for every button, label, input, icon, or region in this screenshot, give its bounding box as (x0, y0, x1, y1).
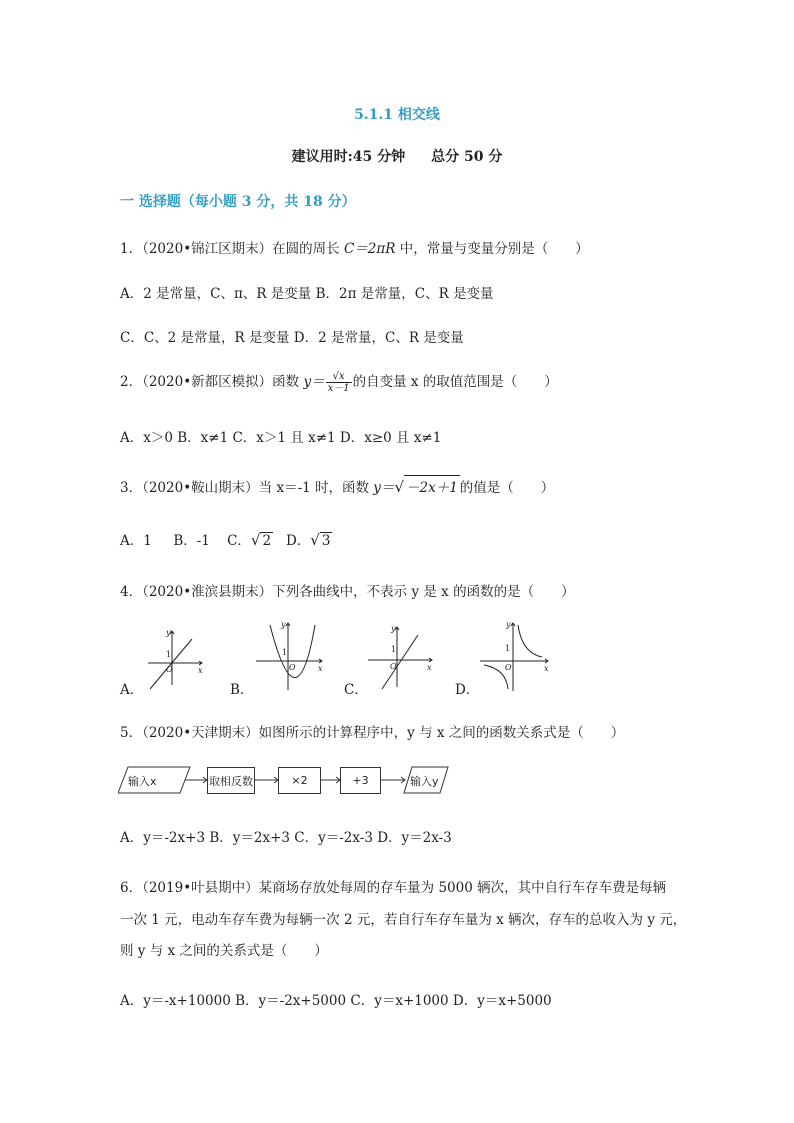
section-heading: 一 选择题（每小题 3 分，共 18 分） (120, 194, 356, 210)
graph-a-one: 1 (166, 650, 172, 659)
graph-c-origin: O (390, 662, 397, 671)
total-score: 总分 50 分 (431, 149, 503, 165)
q4-label-c: C． (344, 682, 368, 698)
graph-d-branch-right (518, 625, 542, 657)
q2-frac-den: x－1 (327, 383, 350, 394)
q6-line-1: 6．（2019•叶县期中）某商场存放处每周的存车量为 5000 辆次，其中自行车存车费是每辆 (120, 880, 667, 896)
q6-line-2: 一次 1 元，电动车存车费为每辆一次 2 元，若自行车存车量为 x 辆次，存车的总收入为 y 元， (120, 912, 687, 928)
q3-option-d-radical: √ (310, 531, 320, 549)
q3-option-d: D． (285, 533, 311, 549)
q2-y-eq: y＝ (303, 374, 325, 390)
graph-b-x-label: x (318, 664, 323, 673)
graph-d-y-label: y (506, 620, 511, 629)
q4-label-d: D． (455, 682, 480, 698)
suggested-time: 建议用时:45 分钟 (291, 149, 406, 165)
q3-y-eq: y＝ (373, 480, 395, 496)
q4-stem: 4．（2020•淮滨县期末）下列各曲线中，不表示 y 是 x 的函数的是（ ） (120, 584, 575, 600)
q3-radical-sign: √ (394, 478, 404, 496)
q2-frac-num: √x (326, 371, 352, 383)
graph-d-origin: O (505, 663, 512, 672)
flow-box-plus-three: +3 (340, 767, 381, 794)
q3-option-c-radical: √ (250, 531, 261, 549)
q2-fraction (326, 371, 352, 394)
q3-stem-text: 3．（2020•鞍山期末）当 x＝-1 时，函数 (120, 480, 374, 496)
q4-graph-b (256, 620, 323, 690)
q6-line-3: 则 y 与 x 之间的关系式是（ ） (120, 943, 328, 959)
graph-b-origin: O (289, 663, 296, 672)
q4-graph-c (368, 624, 432, 689)
page-title: 5.1.1 相交线 (354, 107, 440, 123)
q3-options (120, 529, 332, 549)
graph-c-line (382, 635, 418, 689)
q3-option-b: B．-1 (173, 533, 210, 549)
graph-c-one: 1 (391, 645, 397, 654)
q3-option-c: C． (227, 533, 251, 549)
q3-stem-tail: 的值是（ ） (459, 480, 555, 496)
graph-a-y-label: y (166, 628, 171, 637)
graph-d-x-label: x (544, 664, 549, 673)
q3-radicand: －2x＋1 (404, 475, 460, 496)
graph-c-y-label: y (391, 624, 396, 633)
subtitle (0, 146, 794, 166)
graph-b-one: 1 (282, 648, 288, 657)
q3-option-d-radicand: 3 (321, 533, 331, 549)
q1-stem (120, 237, 589, 257)
graph-d-one: 1 (505, 644, 511, 653)
q2-stem (120, 370, 558, 394)
q3-stem (120, 475, 554, 496)
graph-a-origin: O (166, 665, 173, 674)
q4-graph-a (148, 628, 203, 689)
q2-stem-tail: 的自变量 x 的取值范围是（ ） (352, 374, 558, 390)
flow-box-negate: 取相反数 (207, 767, 255, 794)
q1-formula: C＝2πR (343, 241, 396, 257)
q1-options-2: C．C、2 是常量，R 是变量 D．2 是常量，C、R 是变量 (120, 330, 464, 346)
q3-option-a: A．1 (120, 533, 152, 549)
flow-box-times-two: ×2 (278, 767, 321, 794)
q4-label-b: B． (230, 682, 254, 698)
flow-input-label: 输入x (128, 775, 157, 788)
q4-label-a: A． (120, 682, 144, 698)
q1-options-1: A．2 是常量，C、π、R 是变量 B．2π 是常量，C、R 是变量 (120, 286, 494, 302)
q4-graphs (110, 615, 570, 695)
q1-stem-text: 1．（2020•锦江区期末）在圆的周长 (120, 241, 344, 257)
q5-options: A．y＝-2x+3 B．y＝2x+3 C．y＝-2x-3 D．y＝2x-3 (120, 830, 452, 846)
q6-options: A．y＝-x+10000 B．y＝-2x+5000 C．y＝x+1000 D．y＝x+5000 (120, 993, 552, 1009)
q2-options: A．x＞0 B．x≠1 C．x＞1 且 x≠1 D．x≥0 且 x≠1 (120, 430, 442, 446)
q3-option-c-radicand: 2 (262, 533, 272, 549)
graph-b-y-label: y (281, 620, 286, 629)
graph-a-line (150, 639, 192, 689)
graph-c-x-label: x (427, 663, 432, 672)
q5-stem: 5．（2020•天津期末）如图所示的计算程序中，y 与 x 之间的函数关系式是（ ） (120, 725, 625, 741)
flow-output-label: 输入y (410, 775, 439, 788)
q2-stem-text: 2．（2020•新都区模拟）函数 (120, 374, 304, 390)
graph-a-x-label: x (198, 666, 203, 675)
q4-graph-d (480, 620, 549, 691)
q1-stem-tail: 中，常量与变量分别是（ ） (395, 241, 589, 257)
